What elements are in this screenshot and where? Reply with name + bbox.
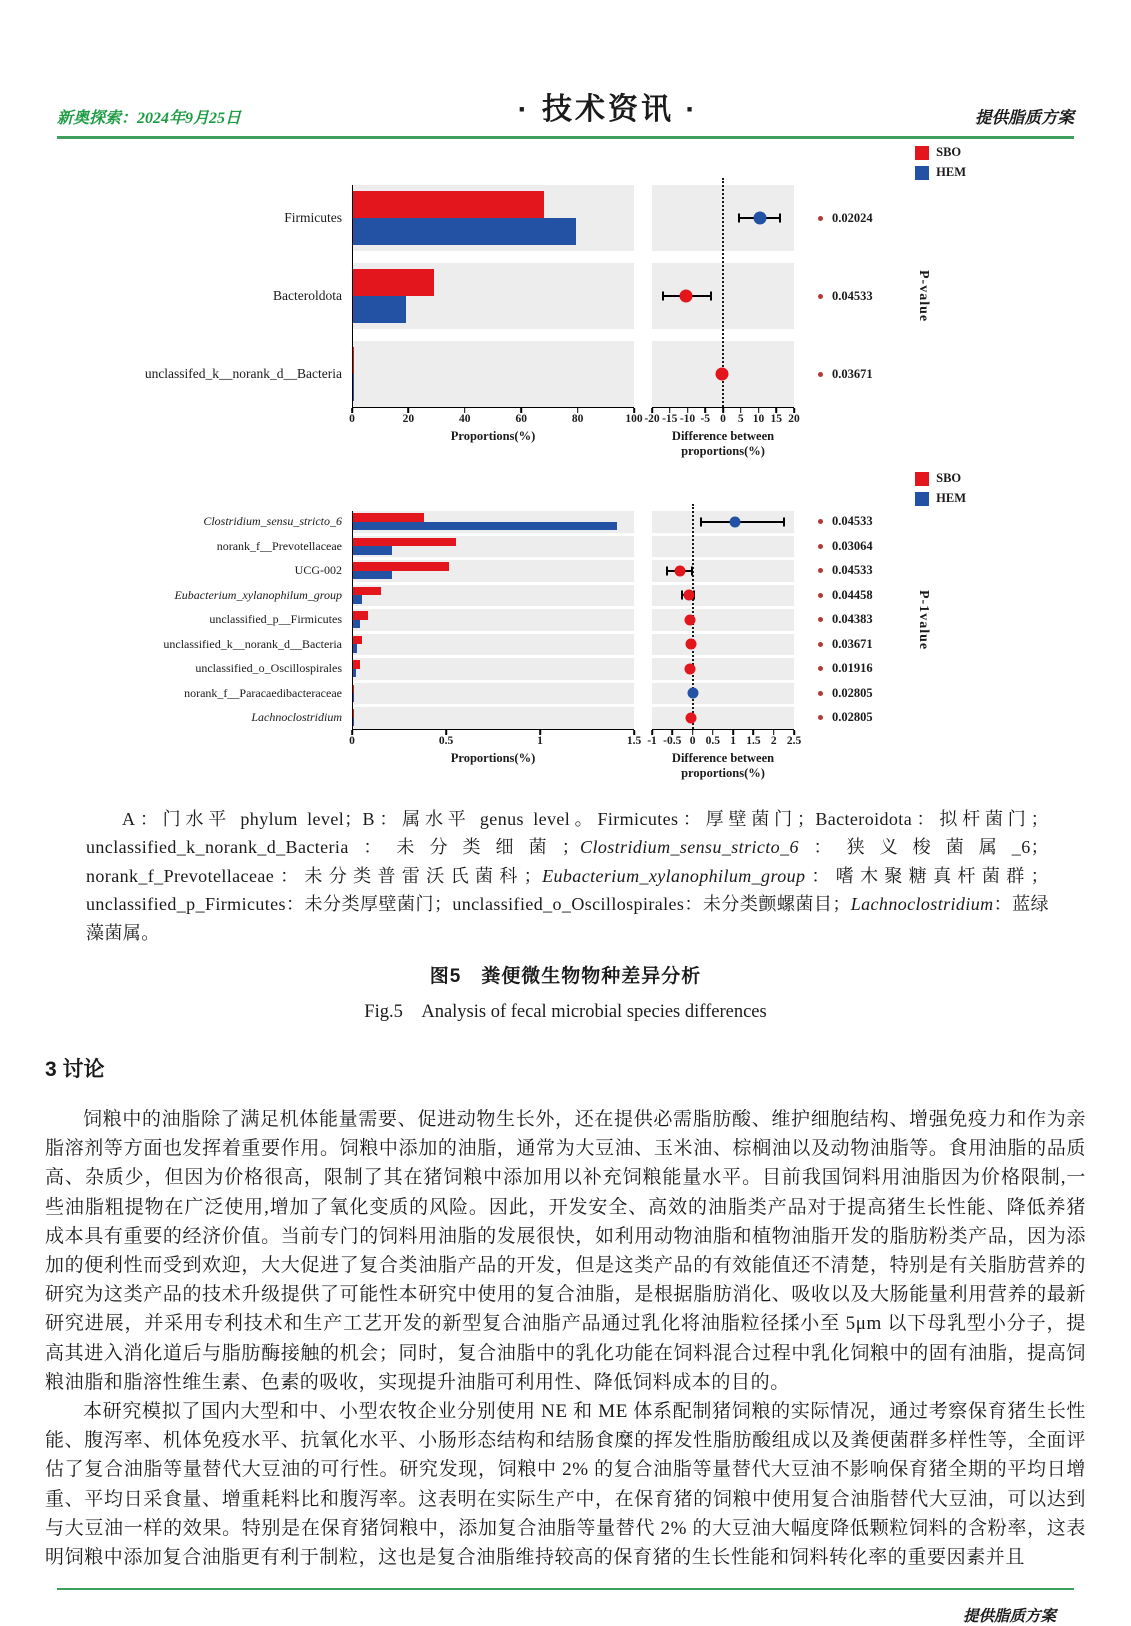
significance-marker [818, 691, 823, 696]
significance-marker [818, 568, 823, 573]
discussion-body [0, 1105, 1131, 1572]
tick-label: 0.5 [705, 734, 721, 747]
row-label: Eubacterium_xylanophilum_group [174, 587, 342, 602]
tick-label: 0 [349, 734, 355, 747]
bar-sbo [353, 562, 449, 571]
tick-label: 10 [752, 413, 765, 425]
difference-dot [754, 212, 767, 225]
caption-segment: Lachnoclostridium [850, 894, 994, 914]
difference-panel [647, 511, 802, 781]
bar-hem [353, 571, 392, 580]
difference-dot [730, 516, 741, 527]
tick-label: 80 [571, 413, 584, 425]
discussion-paragraph-2: 本研究模拟了国内大型和中、小型农牧企业分别使用 NE 和 ME 体系配制猪饲粮的实际情况，通过考察保育猪生长性能、腹泻率、机体免疫水平、抗氧化水平、小肠形态结构和结肠食糜的挥发性脂肪酸组成以及粪便菌群多样性等，全面评估了复合油脂等量替代大豆油的可行性。研究发现，饲粮中 2% 的复合油脂等量替代大豆油不影响保育猪全期的平均日增重、平均日采食量、增重耗料比和腹泻率。这表明在实际生产中，在保育猪的饲粮中使用复合油脂替代大豆油，可以达到与大豆油一样的效果。特别是在保育猪饲粮中，添加复合油脂等量替代 2% 的大豆油大幅度降低颗粒饲料的含粉率，这表明饲粮中添加复合油脂更有利于制粒，这也是复合油脂维持较高的保育猪的生长性能和饲料转化率的重要因素并且 [45, 1401, 1086, 1569]
significance-marker [818, 666, 823, 671]
confidence-interval [701, 521, 784, 523]
x-axis-title-left: Proportions(%) [450, 750, 536, 765]
legend-item-hem [915, 491, 966, 506]
footer-rule [57, 1588, 1074, 1590]
caption-segment: ：蓝绿藻菌属。 [86, 894, 1049, 943]
legend-item-hem [915, 165, 966, 180]
row-label: unclassifed_k__norank_d__Bacteria [144, 365, 342, 381]
difference-dot [715, 368, 728, 381]
row-label: norank_f__Prevotellaceae [216, 538, 342, 553]
page-header [57, 0, 1074, 139]
tick-label: 1.5 [626, 734, 642, 747]
discussion-paragraph-1: 饲粮中的油脂除了满足机体能量需要、促进动物生长外，还在提供必需脂肪酸、维护细胞结构、增强免疫力和作为亲脂溶剂等方面也发挥着重要作用。饲粮中添加的油脂，通常为大豆油、玉米油、棕榈油以及动物油脂等。食用油脂的品质高、杂质少，但因为价格很高，限制了其在猪饲粮中添加用以补充饲粮能量水平。目前我国饲料用油脂因为价格限制,一些油脂粗提物在广泛使用,增加了氧化变质的风险。因此，开发安全、高效的油脂类产品对于提高猪生长性能、降低养猪成本具有重要的经济价值。当前专门的饲料用油脂的发展很快，如利用动物油脂和植物油脂开发的脂肪粉类产品，因为添加的便利性而受到欢迎，大大促进了复合类油脂产品的开发，但是这类产品的有效能值还不清楚，特别是有关脂肪营养的研究为这类产品的技术升级提供了可能性本研究中使用的复合油脂，是根据脂肪消化、吸收以及大肠能量利用营养的最新研究进展，并采用专利技术和生产工艺开发的新型复合油脂产品通过乳化将油脂粒径揉小至 5μm 以下母乳型小分子，提高其进入消化道后与脂肪酶接触的机会；同时，复合油脂中的乳化功能在饲料混合过程中乳化饲粮中的固有油脂，提高饲粮油脂和脂溶性维生素、色素的吸收，实现提升油脂可利用性、降低饲料成本的目的。 [45, 1109, 1086, 1393]
bar-hem [353, 522, 617, 531]
bar-hem [353, 620, 360, 629]
row-label: Bacteroldota [273, 287, 342, 303]
header-date: 新奥探索：2024年9月25日 [57, 110, 242, 127]
x-axis-left [349, 408, 643, 429]
bar-hem [353, 693, 354, 702]
difference-dot [674, 565, 685, 576]
bar-hem [353, 644, 357, 653]
bar-hem [353, 218, 576, 245]
tick-label: 40 [459, 413, 471, 425]
category-labels-column [72, 185, 352, 407]
pvalue-axis-label: P-1value [916, 589, 931, 650]
x-axis-title-left: Proportions(%) [450, 429, 536, 443]
figure-panel-b-genus-chart [72, 471, 966, 781]
legend-label: SBO [936, 471, 962, 485]
row-label: Clostridium_sensu_stricto_6 [203, 514, 342, 529]
caption-segment: Clostridium_sensu_stricto_6 [580, 837, 799, 857]
p-value: 0.03671 [832, 636, 873, 651]
p-value-column [832, 185, 898, 407]
section-heading-discussion: 3 讨论 [45, 1058, 105, 1081]
bar-hem [353, 718, 354, 727]
significance-marker [818, 715, 823, 720]
tick-label: 5 [737, 413, 744, 425]
row-label: unclassified_o_Oscillospirales [195, 661, 342, 676]
pvalue-axis-label: P-value [916, 269, 931, 323]
caption-segment: ：狭义梭菌属_6；norank_f_Prevotellaceae：未分类普雷沃氏菌科； [86, 837, 1049, 886]
figure-caption [86, 805, 1049, 948]
x-axis-title-right: Difference between proportions(%) [671, 429, 775, 458]
x-axis-title-right: Difference between proportions(%) [671, 750, 775, 780]
tick-label: 0 [689, 734, 696, 747]
p-value: 0.04383 [832, 612, 873, 627]
row-label: unclassified_p__Firmicutes [209, 612, 342, 627]
proportions-panel [349, 185, 643, 444]
tick-label: 15 [770, 413, 782, 425]
significance-marker [818, 544, 823, 549]
bar-sbo [353, 347, 354, 374]
tick-label: 1 [537, 734, 543, 747]
significance-marker [818, 642, 823, 647]
significance-marker [818, 617, 823, 622]
p-value: 0.02805 [832, 710, 873, 725]
figure-panel-a-phylum-chart [72, 145, 966, 459]
tick-label: -0.5 [663, 734, 682, 747]
row-label: Lachnoclostridium [251, 710, 342, 725]
legend-label: HEM [936, 165, 966, 179]
p-value: 0.04458 [832, 587, 873, 602]
difference-dot [679, 290, 692, 303]
p-value: 0.03064 [832, 538, 873, 553]
bar-sbo [353, 191, 544, 218]
bar-sbo [353, 513, 424, 522]
significance-marker [818, 519, 823, 524]
caption-segment: A：门水平 phylum level；B：属水平 genus level。Firmicutes：厚壁菌门；Bacteroidota：拟杆菌门；unclassified_k_norank_d_Bacteria：未分类细菌； [86, 808, 1049, 857]
p-value: 0.02024 [832, 210, 873, 225]
bar-hem [353, 546, 392, 555]
p-value: 0.04533 [832, 514, 873, 529]
p-value: 0.04533 [832, 563, 873, 578]
tick-label: 1 [730, 734, 737, 747]
legend-item-sbo [915, 145, 966, 160]
footer-slogan: 提供脂质方案 [962, 1608, 1056, 1626]
chart-legend [915, 145, 966, 180]
tick-label: 0.5 [438, 734, 454, 747]
bar-sbo [353, 660, 360, 669]
bar-sbo [353, 587, 381, 596]
figure-title-en: Fig.5 Analysis of fecal microbial species differences [364, 1002, 767, 1022]
significance-column [808, 511, 832, 729]
bar-sbo [353, 611, 368, 620]
tick-label: -10 [679, 413, 696, 425]
chart-grid [72, 511, 952, 781]
difference-dot [683, 590, 694, 601]
bar-hem [353, 296, 406, 323]
p-value-column [832, 511, 898, 729]
sbo-color-swatch [915, 472, 929, 486]
p-value: 0.03671 [832, 366, 873, 381]
tick-label: 100 [625, 413, 643, 425]
chart-legend [915, 471, 966, 506]
tick-label: 60 [515, 413, 527, 425]
legend-label: SBO [936, 145, 962, 159]
figure-title-zh: 图5 粪便微生物物种差异分析 [429, 966, 702, 987]
tick-label: -1 [647, 734, 657, 747]
hem-color-swatch [915, 166, 929, 180]
p-value: 0.02805 [832, 685, 873, 700]
p-value: 0.01916 [832, 661, 873, 676]
tick-label: -5 [700, 413, 711, 425]
bar-sbo [353, 269, 434, 296]
tick-label: 20 [402, 413, 415, 425]
significance-marker [818, 593, 823, 598]
row-label: UCG-002 [294, 563, 342, 578]
difference-panel [644, 185, 800, 459]
x-axis-right [647, 730, 802, 751]
tick-label: -15 [662, 413, 678, 425]
significance-marker [818, 216, 823, 221]
hem-color-swatch [915, 492, 929, 506]
bar-sbo [353, 685, 354, 694]
bar-sbo [353, 538, 456, 547]
header-title: · 技术资讯 · [517, 93, 699, 126]
sbo-color-swatch [915, 146, 929, 160]
x-axis-right [644, 408, 800, 429]
significance-column [808, 185, 832, 407]
legend-label: HEM [936, 491, 966, 505]
bar-hem [353, 595, 362, 604]
x-axis-left [349, 730, 642, 751]
tick-label: 0 [349, 413, 355, 425]
tick-label: 2.5 [786, 734, 802, 747]
tick-label: 0 [720, 413, 726, 425]
row-label: Firmicutes [284, 209, 342, 225]
row-label: norank_f__Paracaedibacteraceae [184, 685, 342, 700]
significance-marker [818, 372, 823, 377]
tick-label: 2 [770, 734, 777, 747]
header-slogan: 提供脂质方案 [974, 108, 1074, 127]
difference-dot [686, 712, 697, 723]
difference-dot [687, 688, 698, 699]
tick-label: 1.5 [746, 734, 761, 747]
significance-marker [818, 294, 823, 299]
proportions-panel [349, 511, 642, 766]
difference-dot [685, 614, 696, 625]
chart-grid [72, 185, 952, 459]
bar-hem [353, 374, 354, 401]
bar-sbo [353, 709, 354, 718]
difference-dot [685, 663, 696, 674]
p-value: 0.04533 [832, 288, 873, 303]
caption-segment: ：嗜木聚糖真杆菌群；unclassified_p_Firmicutes：未分类厚壁菌门；unclassified_o_Oscillospirales：未分类颤螺菌目； [86, 865, 1050, 914]
difference-dot [685, 639, 696, 650]
legend-item-sbo [915, 471, 966, 486]
bar-hem [353, 669, 356, 678]
bar-sbo [353, 636, 362, 645]
tick-label: 20 [788, 413, 800, 425]
category-labels-column [72, 511, 352, 729]
row-label: unclassified_k__norank_d__Bacteria [163, 636, 342, 651]
tick-label: -20 [644, 413, 660, 425]
caption-segment: Eubacterium_xylanophilum_group [542, 865, 806, 886]
